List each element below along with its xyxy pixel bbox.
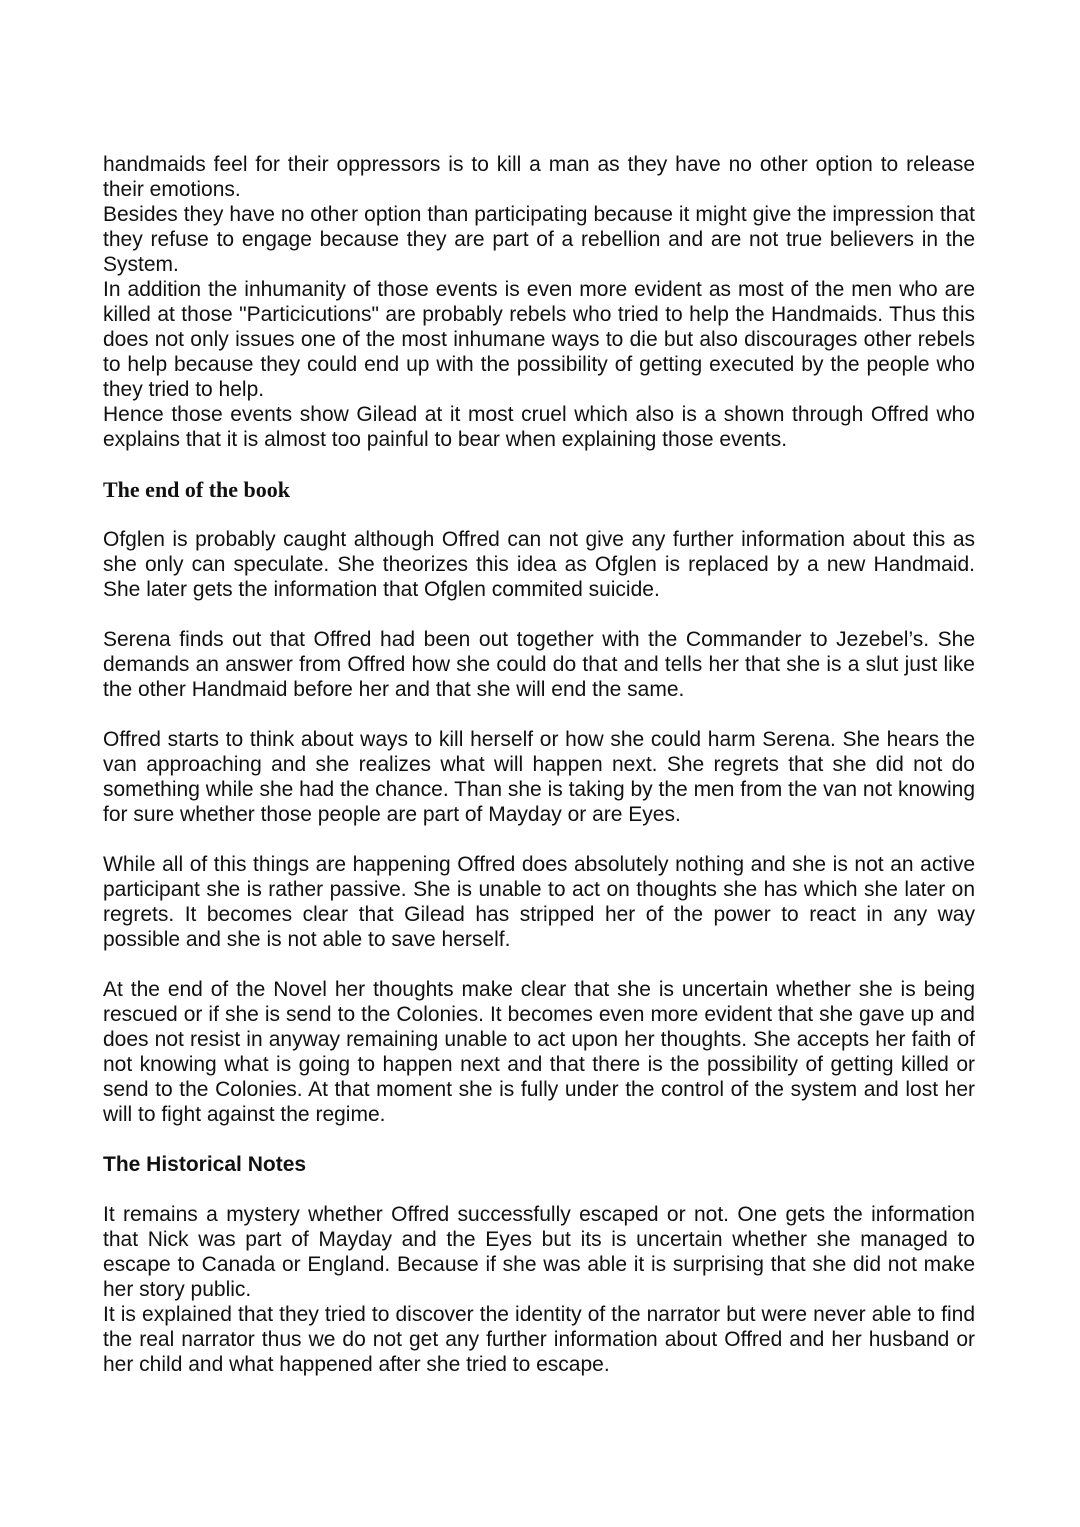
spacer xyxy=(103,602,975,627)
end-paragraph-5: At the end of the Novel her thoughts make clear that she is uncertain whether she is being rescued or if she is send to the Colonies. It becomes even more evident that she gave up and does not resist in anyway remaining unable to act upon her thoughts. She accepts her faith of not knowing what is going to happen next and that there is the possibility of getting killed or send to the Colonies. At that moment she is fully under the control of the system and lost her will to fight against the regime. xyxy=(103,978,975,1126)
spacer xyxy=(103,502,975,527)
historical-paragraph-2: It is explained that they tried to discover the identity of the narrator but were never able to find the real narrator thus we do not get any further information about Offred and her husband or her child and what happened after she tried to escape. xyxy=(103,1303,975,1376)
end-paragraph-3: Offred starts to think about ways to kill herself or how she could harm Serena. She hears the van approaching and she realizes what will happen next. She regrets that she did not do something while she had the chance. Than she is taking by the men from the van not knowing for sure whether those people are part of Mayday or are Eyes. xyxy=(103,728,975,826)
spacer xyxy=(103,702,975,727)
end-paragraph-4: While all of this things are happening Offred does absolutely nothing and she is not an active participant she is rather passive. She is unable to act on thoughts she has which she later on regrets. It becomes clear that Gilead has stripped her of the power to react in any way possible and she is not able to save herself. xyxy=(103,853,975,951)
section-heading-end-of-book: The end of the book xyxy=(103,477,291,502)
intro-paragraph-1: handmaids feel for their oppressors is to kill a man as they have no other option to release their emotions. xyxy=(103,153,975,201)
end-paragraph-2: Serena finds out that Offred had been out together with the Commander to Jezebel’s. She demands an answer from Offred how she could do that and tells her that she is a slut just like the other Handmaid before her and that she will end the same. xyxy=(103,628,975,701)
section-heading-historical-notes: The Historical Notes xyxy=(103,1153,307,1176)
spacer xyxy=(103,1177,975,1202)
document-page xyxy=(103,152,975,1377)
historical-paragraph-1: It remains a mystery whether Offred successfully escaped or not. One gets the information that Nick was part of Mayday and the Eyes but its is uncertain whether she managed to escape to Canada or England. Because if she was able it is surprising that she did not make her story public. xyxy=(103,1203,975,1301)
spacer xyxy=(103,827,975,852)
spacer xyxy=(103,452,975,477)
intro-paragraph-2: Besides they have no other option than participating because it might give the impression that they refuse to engage because they are part of a rebellion and are not true believers in the System. xyxy=(103,203,975,276)
intro-paragraph-4: Hence those events show Gilead at it most cruel which also is a shown through Offred who explains that it is almost too painful to bear when explaining those events. xyxy=(103,403,975,451)
spacer xyxy=(103,1127,975,1152)
end-paragraph-1: Ofglen is probably caught although Offred can not give any further information about this as she only can speculate. She theorizes this idea as Ofglen is replaced by a new Handmaid. She later gets the information that Ofglen commited suicide. xyxy=(103,528,975,601)
spacer xyxy=(103,952,975,977)
intro-paragraph-3: In addition the inhumanity of those events is even more evident as most of the men who are killed at those "Particicutions" are probably rebels who tried to help the Handmaids. Thus this does not only issues one of the most inhumane ways to die but also discourages other rebels to help because they could end up with the possibility of getting executed by the people who they tried to help. xyxy=(103,278,975,401)
